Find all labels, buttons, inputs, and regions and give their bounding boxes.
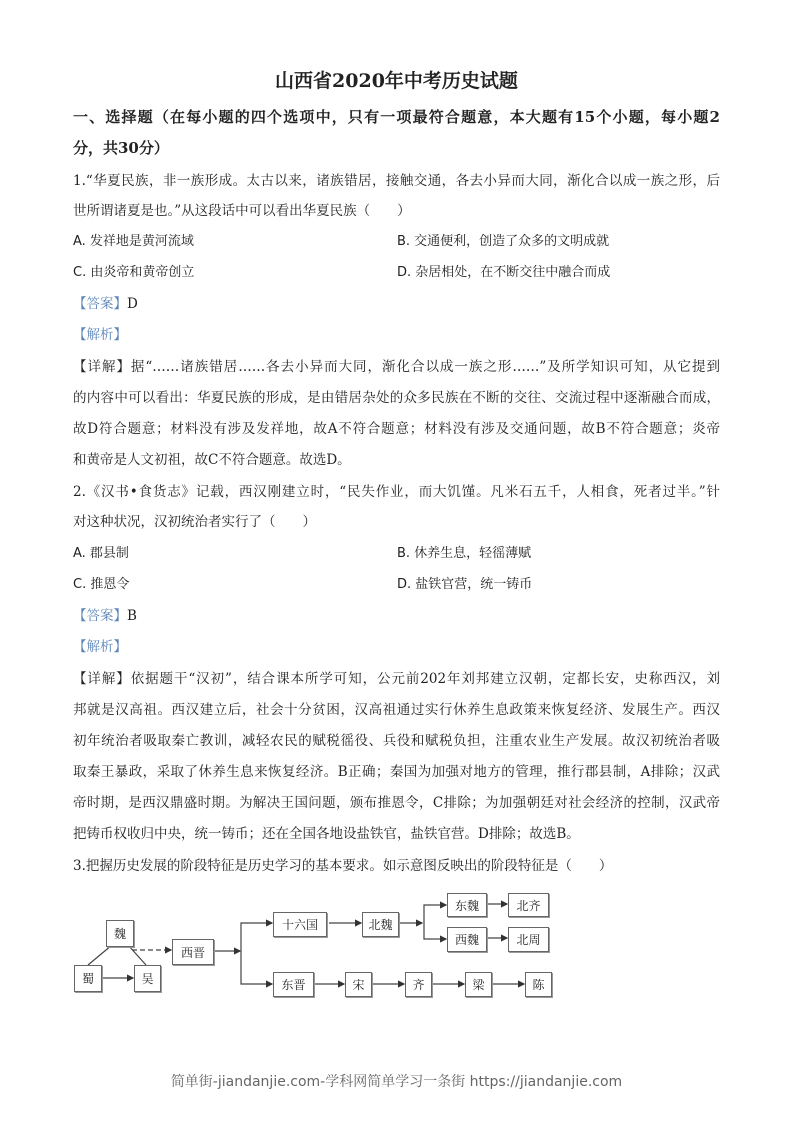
q2-option-a: A. 郡县制 (73, 546, 129, 561)
node-beiwei: 北魏 (362, 912, 399, 937)
answer-label: 【答案】 (73, 608, 127, 624)
q1-detail-2: 的内容中可以看出：华夏民族的形成，是由错居杂处的众多民族在不断的交往、交流过程中逐渐融合而成， (73, 390, 720, 406)
q2-detail-6: 把铸币权收归中央，统一铸币；还在全国各地设盐铁官，盐铁官营。D排除；故选B。 (73, 826, 580, 842)
answer-value: D (127, 296, 138, 312)
section-heading-line-2: 分，共30分） (73, 139, 169, 157)
detail-label: 【详解】 (73, 671, 131, 687)
answer-value: B (127, 608, 137, 624)
q1-detail-4: 和黄帝是人文初祖，故C不符合题意。故选D。 (73, 452, 351, 468)
footer-watermark: 简单街-jiandanjie.com-学科网简单学习一条街 https://jiandanjie.com (170, 1074, 623, 1090)
section-heading-line-1: 一、选择题（在每小题的四个选项中，只有一项最符合题意，本大题有15个小题，每小题2 (73, 108, 720, 126)
node-beiqi: 北齐 (508, 893, 549, 917)
q1-option-a: A. 发祥地是黄河流域 (73, 234, 194, 249)
q1-analysis-label: 【解析】 (73, 327, 127, 343)
q2-detail-3: 初年统治者吸取秦亡教训，减轻农民的赋税徭役、兵役和赋税负担，注重农业生产发展。故汉初统治者吸 (73, 733, 720, 749)
node-dongwei: 东魏 (447, 893, 487, 917)
node-liang: 梁 (465, 972, 492, 997)
node-qi: 齐 (405, 972, 432, 997)
q2-stem-1: 2.《汉书•食货志》记载，西汉刚建立时，“民失作业，而大饥馑。凡米石五千，人相食，死者过半。”针 (73, 484, 720, 500)
q1-stem-1: 1.“华夏民族，非一族形成。太古以来，诸族错居，接触交通，各去小异而大同，渐化合以成一族之形，后 (73, 173, 720, 189)
q1-stem-2: 世所谓诸夏是也。”从这段话中可以看出华夏民族（ ） (73, 203, 411, 219)
q2-option-b: B. 休养生息，轻徭薄赋 (397, 546, 532, 561)
q1-detail-3: 故D符合题意；材料没有涉及发祥地，故A不符合题意；材料没有涉及交通问题，故B不符合题意；炎帝 (73, 421, 720, 437)
node-chen: 陈 (525, 972, 552, 997)
q3-stem: 3.把握历史发展的阶段特征是历史学习的基本要求。如示意图反映出的阶段特征是（ ） (73, 858, 613, 874)
q2-option-d: D. 盐铁官营，统一铸币 (397, 577, 533, 592)
q2-stem-2: 对这种状况，汉初统治者实行了（ ） (73, 514, 316, 530)
q2-analysis-label: 【解析】 (73, 639, 127, 655)
q1-option-b: B. 交通便利，创造了众多的文明成就 (397, 234, 610, 249)
node-shu: 蜀 (74, 965, 102, 992)
q1-option-c: C. 由炎帝和黄帝创立 (73, 265, 195, 280)
node-beizhou: 北周 (508, 927, 549, 952)
node-wei: 魏 (106, 920, 134, 947)
node-xijin: 西晋 (172, 939, 214, 965)
node-wu: 吴 (134, 965, 161, 992)
page-title: 山西省2020年中考历史试题 (275, 70, 518, 92)
q2-option-c: C. 推恩令 (73, 577, 130, 592)
detail-text: 据“……诸族错居……各去小异而大同，渐化合以成一族之形……”及所学知识可知，从它提到 (130, 359, 720, 375)
q2-detail-5: 帝时期，是西汉鼎盛时期。为解决王国问题，颁布推恩令，C排除；为加强朝廷对社会经济的控制，汉武帝 (73, 795, 720, 811)
node-shiliuguo: 十六国 (273, 912, 327, 937)
q1-option-d: D. 杂居相处，在不断交往中融合而成 (397, 265, 611, 280)
node-dongjin: 东晋 (273, 972, 314, 997)
answer-label: 【答案】 (73, 296, 127, 312)
detail-label: 【详解】 (73, 359, 131, 375)
node-xiwei: 西魏 (447, 927, 487, 952)
detail-text: 依据题干“汉初”，结合课本所学可知，公元前202年刘邦建立汉朝，定都长安，史称西汉，刘 (130, 671, 721, 687)
q2-detail-4: 取秦王暴政，采取了休养生息来恢复经济。B正确；秦国为加强对地方的管理，推行郡县制，A排除；汉武 (73, 764, 720, 780)
node-song: 宋 (345, 972, 372, 997)
q2-detail-2: 邦就是汉高祖。西汉建立后，社会十分贫困，汉高祖通过实行休养生息政策来恢复经济、发展生产。西汉 (73, 702, 720, 718)
